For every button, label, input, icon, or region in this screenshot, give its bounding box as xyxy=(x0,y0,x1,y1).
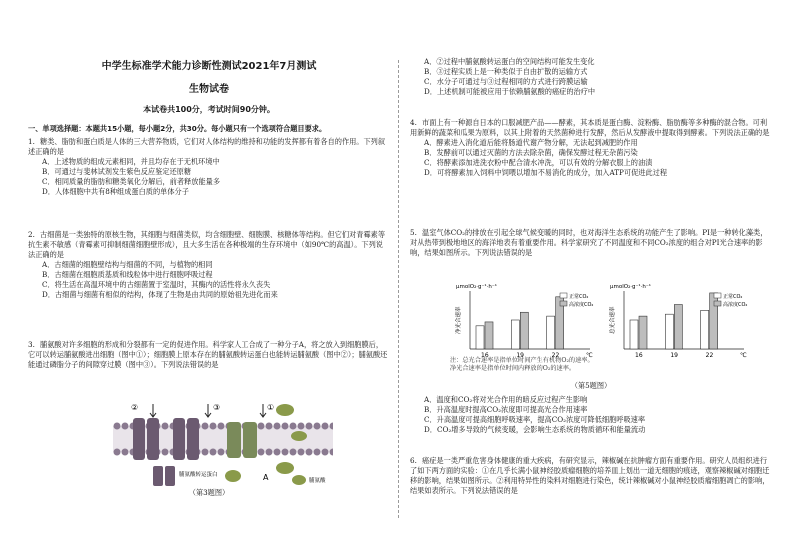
option-b: B．升高温度时提高CO₂浓度即可提高光合作用速率 xyxy=(424,404,588,414)
question-5 xyxy=(410,228,772,258)
question-stem: 温室气体CO₂的排放在引起全球气候变暖的同时，也对海洋生态系统的功能产生了影响。PI是一种转化藻类，对从热带到极地地区的海洋地表有着重要作用。科学家研究了不同温度和不同CO₂浓度的组合对PI光合速率的影响，结果如图所示。下列说法错误的是 xyxy=(410,228,768,257)
phospholipid-head xyxy=(202,423,209,430)
chart-bar xyxy=(476,326,484,349)
figure-5-caption: （第5题图） xyxy=(570,381,612,390)
phospholipid-head xyxy=(114,449,121,456)
phospholipid-head xyxy=(298,449,305,456)
phospholipid-head xyxy=(274,449,281,456)
label-circle-2: ② xyxy=(131,403,139,412)
option-c: C．将酵素添加进洗衣粉中配合清水冲洗，可以有效的分解衣服上的油渍 xyxy=(424,157,653,167)
question-number: 4. xyxy=(410,118,417,127)
chart-bar xyxy=(674,305,682,349)
phospholipid-head xyxy=(306,423,313,430)
chart-tick-label: 19 xyxy=(516,352,524,359)
right-column xyxy=(410,0,772,558)
option-c: C．将生活在高温环境中的古细菌置于室温时，其酶内的活性将永久丧失 xyxy=(42,279,271,289)
label-circle-1: ① xyxy=(267,403,275,412)
chart-bar xyxy=(511,320,519,349)
chart-legend-swatch xyxy=(560,301,567,306)
chart-bar xyxy=(520,312,528,349)
option-d: D．CO₂增多导致的气候变暖，会影响生态系统的物质循环和能量流动 xyxy=(424,424,646,434)
chart-legend-label: 正常CO₂ xyxy=(723,294,743,300)
column-divider xyxy=(398,60,399,518)
question-6 xyxy=(410,456,772,496)
phospholipid-head xyxy=(162,449,169,456)
chart-ylabel: μmolO₂·g⁻¹·h⁻¹ xyxy=(610,284,651,290)
phospholipid-head xyxy=(298,423,305,430)
chart-legend-label: 高浓度CO₂ xyxy=(569,302,594,308)
chart-bar xyxy=(547,316,555,349)
chart-tick-label: 22 xyxy=(551,352,560,359)
option-b: B．可通过与斐林试剂发生紫色反应鉴定还原糖 xyxy=(42,166,192,176)
question-number: 3. xyxy=(28,340,35,349)
question-5-options xyxy=(410,395,772,435)
exam-subtitle: 生物试卷 xyxy=(189,84,229,95)
question-2 xyxy=(28,230,390,300)
phospholipid-head xyxy=(282,423,289,430)
question-number: 1. xyxy=(28,137,35,146)
chart-xlabel: ℃ xyxy=(740,352,747,359)
question-stem: 古细菌是一类独特的原核生物，其细胞与细菌类似，均含细胞壁、细胞膜、核糖体等结构。但它们对青霉素等抗生素不敏感（青霉素可抑制细菌细胞壁形成），且大多生活在各种极端的生存环境中（如90℃的高温）。下列说法正确的是 xyxy=(28,230,386,259)
phospholipid-head xyxy=(314,449,321,456)
option-a: A．温度和CO₂将对光合作用的暗反应过程产生影响 xyxy=(424,395,588,404)
chart-legend-label: 高浓度CO₂ xyxy=(723,302,748,308)
question-number: 2. xyxy=(28,230,35,239)
phospholipid-head xyxy=(210,449,217,456)
option-c: C．水分子可通过与③过程相同的方式进行跨膜运输 xyxy=(424,76,588,86)
phospholipid-head xyxy=(218,423,225,430)
phospholipid-head xyxy=(314,423,321,430)
option-d: D．上述机制可能被应用于依赖脯氨酸的癌症的治疗中 xyxy=(424,86,596,96)
option-c: C．相同质量的脂肪和糖类氧化分解后，前者释放能量多 xyxy=(42,176,221,186)
phospholipid-head xyxy=(266,449,273,456)
option-a: A．酵素进入消化道后能将肠道代谢产物分解，无法起到减肥的作用 xyxy=(424,137,638,147)
chart-xlabel: ℃ xyxy=(586,352,593,359)
chart-bar xyxy=(639,316,647,349)
option-b: B．发酵前可以通过灭菌的方法去除杂菌，确保发酵过程无杂菌污染 xyxy=(424,147,638,157)
chart-bar xyxy=(701,310,709,349)
question-3 xyxy=(28,340,390,370)
label-circle-3: ③ xyxy=(213,403,221,412)
chart-bar xyxy=(665,314,673,349)
chart-legend-swatch xyxy=(714,301,721,306)
question-number: 5. xyxy=(410,228,417,237)
question-4 xyxy=(410,118,772,178)
figure-3-caption: （第3题图） xyxy=(188,488,230,497)
option-c: C．升高温度可提高细胞呼吸速率，提高CO₂浓度可降低细胞呼吸速率 xyxy=(424,414,646,424)
question-number: 6. xyxy=(410,456,417,465)
chart-tick-label: 22 xyxy=(705,352,714,359)
option-a: A．②过程中脯氨酸转运蛋白的空间结构可能发生变化 xyxy=(424,57,595,66)
phospholipid-head xyxy=(202,449,209,456)
phospholipid-head xyxy=(322,423,329,430)
phospholipid-head xyxy=(210,423,217,430)
question-3-options xyxy=(410,57,772,97)
phospholipid-head xyxy=(266,423,273,430)
phospholipid-head xyxy=(258,449,265,456)
exam-info: 本试卷共100分，考试时间90分钟。 xyxy=(143,105,275,114)
chart-bar xyxy=(630,320,638,349)
transport-arrows xyxy=(150,404,266,417)
option-a: A．上述物质的组成元素相同，并且均存在于无机环境中 xyxy=(42,156,220,166)
option-a: A．古细菌的细胞壁结构与细菌的不同，与植物的相同 xyxy=(42,259,213,269)
label-transporter: 脯氨酸转运蛋白 xyxy=(179,472,218,478)
question-stem: 癌症是一类严重危害身体健康的重大疾病，有研究显示，辣椒碱在抗肿瘤方面有重要作用。研究人员组织进行了如下两方面的实验：①在几乎长满小鼠神经胶质瘤细胞的培养皿上划出一道无细胞的痕迹，观察辣椒碱对细胞迁移的影响，结果如图所示。②利用特异性的染料对细胞进行染色，统计辣椒碱对小鼠神经胶质瘤细胞凋亡的影响，结果如表所示。下列说法错误的是 xyxy=(410,456,770,495)
transporter-legend-icon xyxy=(153,466,175,486)
chart-tick-label: 16 xyxy=(481,352,489,359)
chart-tick-label: 19 xyxy=(670,352,678,359)
membrane-transport-figure xyxy=(113,396,333,500)
phospholipid-head xyxy=(162,423,169,430)
option-d: D．可将酵素加入饲料中饲喂以增加不易消化的成分，加入ATP可促进此过程 xyxy=(424,167,668,177)
phospholipid-head xyxy=(274,423,281,430)
phospholipid-head xyxy=(122,423,129,430)
chart-legend-swatch xyxy=(560,293,567,298)
chart-tick-label: 16 xyxy=(635,352,643,359)
phospholipid-head xyxy=(218,449,225,456)
phospholipid-head xyxy=(282,449,289,456)
proline-legend-icon xyxy=(292,475,306,485)
question-1 xyxy=(28,137,390,197)
chart-axis-title: 总光合速率 xyxy=(610,306,616,334)
note-line: 注：总光合速率是指单位时间产生有机物O₂的速率。 xyxy=(450,357,594,364)
question-stem: 糖类、脂肪和蛋白质是人体的三大营养物质，它们对人体结构的维持和功能的发挥都有着各自的作用。下列叙述正确的是 xyxy=(28,137,386,156)
phospholipid-head xyxy=(290,423,297,430)
chart-bar xyxy=(485,322,493,349)
phospholipid-head xyxy=(322,449,329,456)
exam-title: 中学生标准学术能力诊断性测试2021年7月测试 xyxy=(101,61,317,72)
option-b: B．③过程实质上是一种类似于自由扩散的运输方式 xyxy=(424,66,588,76)
figure-5-note xyxy=(450,357,750,374)
phospholipid-head xyxy=(114,423,121,430)
option-d: D．人体细胞中共有8种组成蛋白质的单体分子 xyxy=(42,186,189,196)
left-column xyxy=(28,0,390,558)
label-molecule-a: A xyxy=(263,473,269,482)
chart-ylabel: μmolO₂·g⁻¹·h⁻¹ xyxy=(456,284,497,290)
label-proline: 脯氨酸 xyxy=(309,478,326,484)
phospholipid-head xyxy=(258,423,265,430)
chart-legend-label: 正常CO₂ xyxy=(569,294,589,300)
section-title: 一、单项选择题：本题共15小题，每小题2分，共30分。每小题只有一个选项符合题目要求。 xyxy=(28,124,327,133)
chart-axis-title: 净光合速率 xyxy=(456,306,462,334)
phospholipid-head xyxy=(122,449,129,456)
phospholipid-head xyxy=(290,449,297,456)
question-stem: 市面上有一种源自日本的口服减肥产品——酵素，其本质是蛋白酶、淀粉酶、脂肪酶等多种酶的混合物。可利用新鲜的蔬菜和瓜果为原料，以其上附着的天然菌种进行发酵，然后从发酵液中提取得到酵素。下列说法正确的是 xyxy=(410,118,770,137)
chart-legend-swatch xyxy=(714,293,721,298)
option-d: D．古细菌与细菌有相似的结构，体现了生物是由共同的原始祖先进化而来 xyxy=(42,289,278,299)
option-b: B．古细菌在细胞质基质和线粒体中进行细胞呼吸过程 xyxy=(42,269,213,279)
note-line: 净光合速率是指单位时间内释放的O₂的速率。 xyxy=(450,365,576,373)
phospholipid-head xyxy=(306,449,313,456)
question-stem: 脯氨酸对许多细胞的形成和分裂都有一定的促进作用。科学家人工合成了一种分子A，将之放入到细胞膜后，它可以转运脯氨酸进出细胞（图中①）；细胞膜上原本存在的脯氨酸转运蛋白也能转运脯氨酸（图中②）；脯氨酸还能通过磷脂分子的间隙穿过膜（图中③）。下列说法错误的是 xyxy=(28,340,388,369)
